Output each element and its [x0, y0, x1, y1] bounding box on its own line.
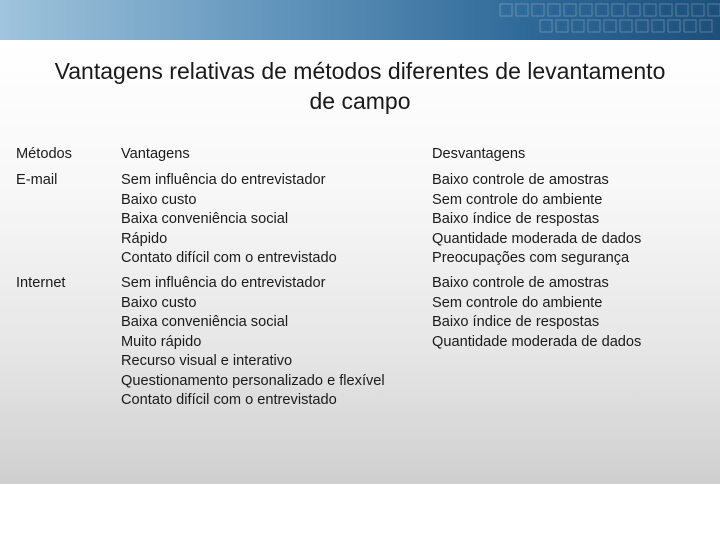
disadvantage-item: Baixo controle de amostras	[432, 275, 609, 291]
header-disadvantages: Desvantagens	[432, 146, 526, 162]
advantage-item: Contato difícil com o entrevistado	[121, 392, 337, 408]
method-label: Internet	[16, 275, 66, 291]
header-advantages: Vantagens	[121, 146, 190, 162]
disadvantage-item: Baixo índice de respostas	[432, 314, 600, 330]
header-bar	[0, 0, 720, 40]
disadvantage-item: Sem controle do ambiente	[432, 191, 603, 208]
advantage-item: Contato difícil com o entrevistado	[121, 250, 337, 266]
method-label: E-mail	[16, 172, 58, 188]
grid-pattern-icon	[480, 0, 720, 40]
disadvantage-item: Quantidade moderada de dados	[432, 333, 642, 350]
advantages-cell	[121, 274, 385, 411]
advantage-item: Baixo custo	[121, 191, 197, 208]
advantage-item: Questionamento personalizado e flexível	[121, 372, 385, 389]
advantage-item: Muito rápido	[121, 333, 202, 350]
advantage-item: Rápido	[121, 230, 168, 247]
header-methods: Métodos	[16, 146, 72, 162]
disadvantage-item: Baixo controle de amostras	[432, 172, 609, 188]
advantages-cell	[121, 171, 337, 269]
advantage-item: Baixa conveniência social	[121, 211, 289, 227]
disadvantage-item: Sem controle do ambiente	[432, 294, 603, 311]
advantage-item: Baixa conveniência social	[121, 314, 289, 330]
advantage-item: Sem influência do entrevistador	[121, 275, 326, 291]
disadvantages-cell	[432, 171, 641, 269]
disadvantage-item: Baixo índice de respostas	[432, 211, 600, 227]
disadvantage-item: Quantidade moderada de dados	[432, 230, 642, 247]
advantage-item: Sem influência do entrevistador	[121, 172, 326, 188]
slide-title-line-1: Vantagens relativas de métodos diferentes de levantamento	[54, 58, 666, 84]
disadvantage-item: Preocupações com segurança	[432, 250, 630, 266]
advantage-item: Baixo custo	[121, 294, 197, 311]
advantage-item: Recurso visual e interativo	[121, 353, 293, 369]
slide-title-line-2: de campo	[309, 88, 411, 114]
disadvantages-cell	[432, 274, 641, 352]
slide-title	[0, 56, 720, 116]
